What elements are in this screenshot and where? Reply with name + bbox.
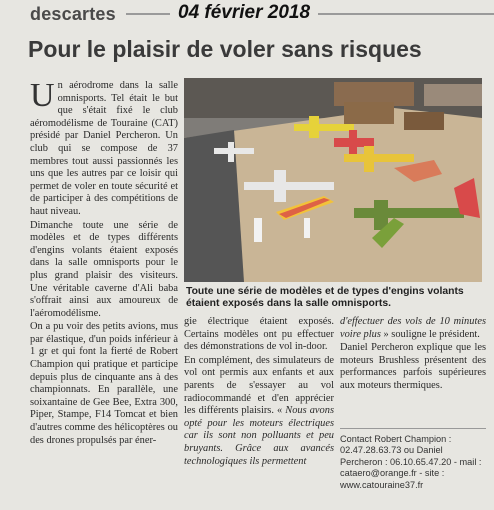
quote-text: d'effectuer des vols de 10 minutes voire plus (340, 316, 486, 340)
paragraph: Daniel Percheron explique que les moteurs Brushless présentent des performances parfois supérieures aux moteurs thermiques. (340, 342, 486, 391)
paragraph (30, 77, 178, 219)
contact-box (340, 434, 486, 491)
paragraph-text: n aérodrome dans la salle omnisports. Tel était le but que s'était fixé le club aéromodélisme de Touraine (CAT) présidé par Daniel Percheron. Un club qui se compose de 37 membres tout aussi passionnés les uns que les autres par ce loisir qui permet de voler en toute sécurité et de participer à des compétitions de haut niveau. (30, 80, 178, 217)
article-photo (184, 78, 482, 282)
contact-line: Contact Robert Champion : (340, 434, 452, 444)
paragraph (340, 316, 486, 341)
contact-line: Percheron : 06.10.65.47.20 - mail : (340, 456, 482, 467)
paragraph: Dimanche toute une série de modèles et de types différents d'engins volants étaient exposés dans la salle omnisports pour le plus grand plaisir des visiteurs. Une véritable caverne d'Ali baba s'offrait ainsi aux amoureux de l'aéromodélisme. (30, 219, 178, 319)
paragraph-text: » souligne le président. (380, 328, 480, 340)
article-headline: Pour le plaisir de voler sans risques (28, 36, 422, 62)
paragraph (184, 355, 334, 468)
photo-illustration (184, 78, 482, 282)
paragraph: On a pu voir des petits avions, mus par élastique, d'un poids inférieur à 1 gr et qui font la fierté de Robert Champion qui pratique et participe depuis plus de cinquante ans à des championnats. En parallèle, une soixantaine de Gee Bee, Extra 300, Piper, Stampe, F14 Tomcat et bien d'autres comme des hélicoptères ou des drones propulsés par éner- (30, 321, 178, 446)
article-column-3 (340, 316, 486, 394)
publication-date: 04 février 2018 (170, 2, 318, 24)
header-bar (0, 0, 494, 28)
paragraph: gie électrique étaient exposés. Certains modèles ont pu effectuer des démonstrations de vol in-door. (184, 316, 334, 353)
drop-cap: U (30, 77, 55, 114)
article-column-2 (184, 316, 334, 469)
quote-text: Nous avons opté pour les moteurs électriques car ils sont non polluants et peu bruyants. Grâce aux avancés technologiques ils permettent (184, 405, 334, 467)
contact-line: 02.47.28.63.73 ou Daniel (340, 445, 443, 456)
paragraph-text: En complément, des simulateurs de vol ont permis aux enfants et aux parents de s'essayer au vol radiocommandé et d'en apprécier les différents plaisirs. « (184, 354, 334, 417)
contact-line: cataero@orange.fr - site : (340, 468, 445, 479)
contact-divider (340, 428, 486, 429)
article-column-1 (30, 77, 178, 448)
photo-caption: Toute une série de modèles et de types d'engins volants étaient exposés dans la salle omnisports. (186, 286, 464, 310)
section-name: descartes (30, 4, 116, 24)
contact-line: www.catouraine37.fr (340, 479, 424, 490)
